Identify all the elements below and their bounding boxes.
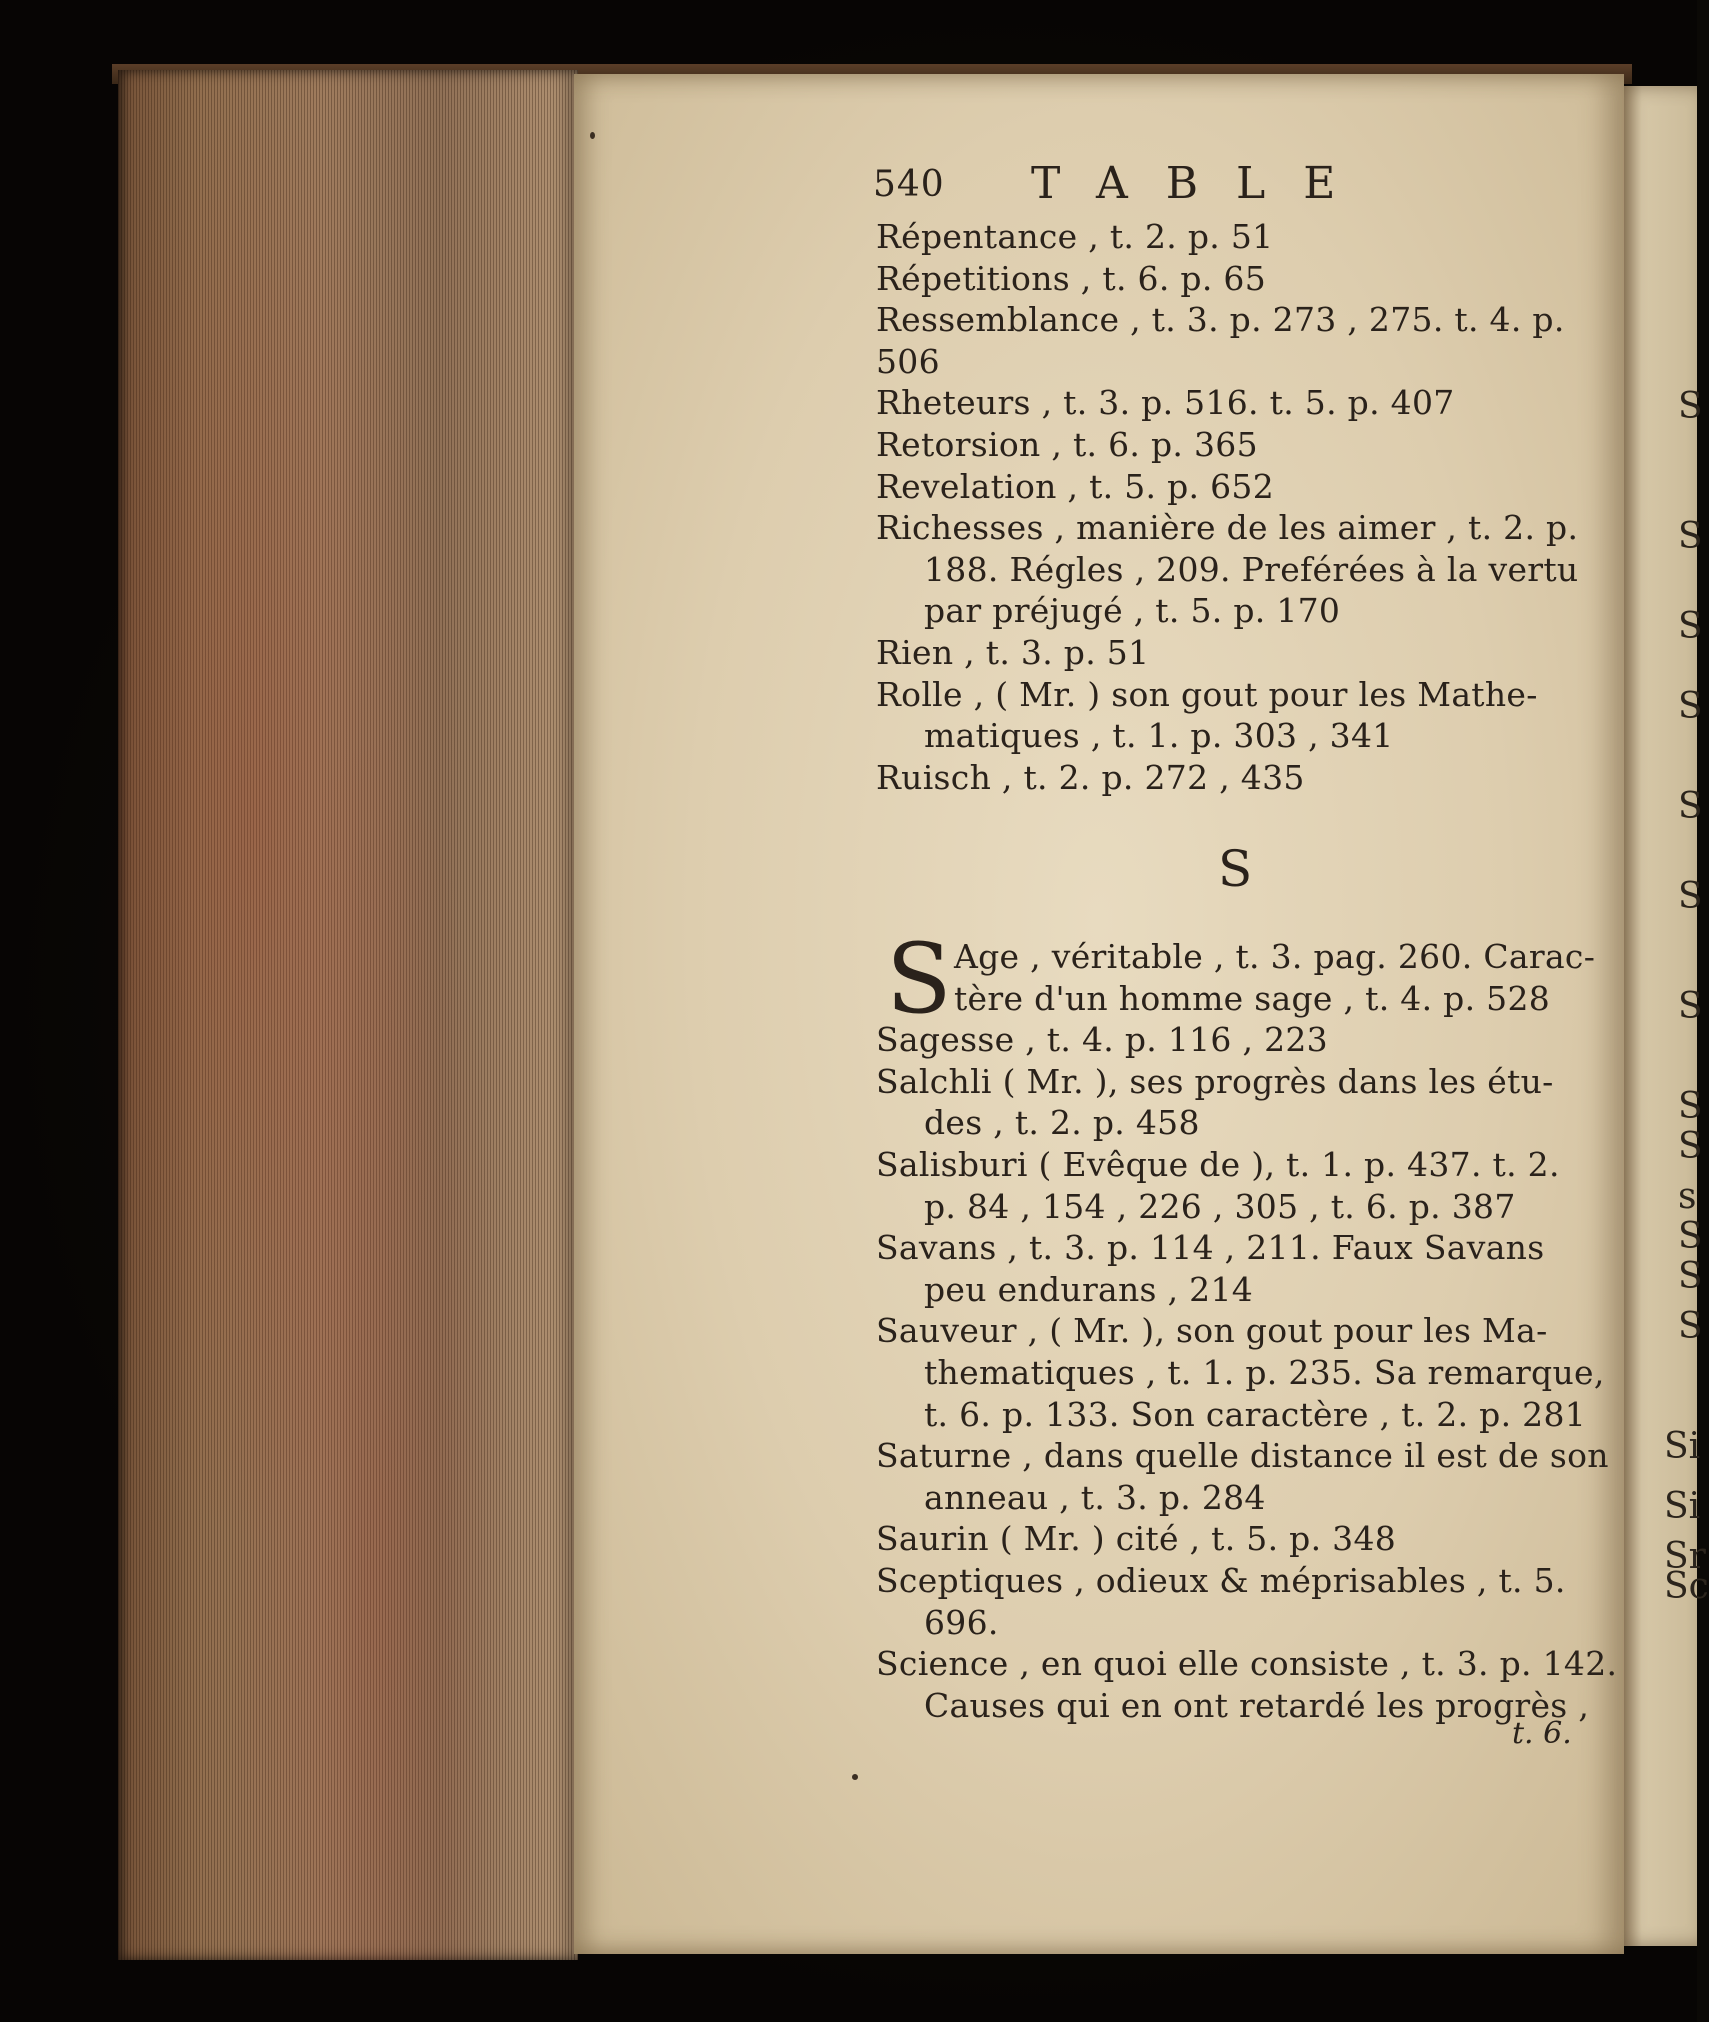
facing-page-letter: S [1678,1216,1703,1257]
ink-speck [852,1774,858,1780]
index-entry-line: Retorsion , t. 6. p. 365 [876,424,1258,464]
index-entries-s [876,923,1618,1726]
index-entry-line: p. 84 , 154 , 226 , 305 , t. 6. p. 387 [924,1186,1516,1226]
index-entry-line: Salchli ( Mr. ), ses progrès dans les étu- [876,1061,1554,1101]
index-entry-line: Causes qui en ont retardé les progrès , [924,1685,1590,1725]
index-entry-line: 506 [876,341,940,381]
index-entry-line: matiques , t. 1. p. 303 , 341 [924,716,1394,756]
index-entry-line: Ressemblance , t. 3. p. 273 , 275. t. 4. p. [876,300,1565,340]
facing-page-letter: S [1678,1256,1703,1297]
running-title: TABLE [1031,158,1374,209]
index-entry-line: Saturne , dans quelle distance il est de son [876,1436,1609,1476]
index-entry-line: Rheteurs , t. 3. p. 516. t. 5. p. 407 [876,383,1455,423]
index-entry-line: Savans , t. 3. p. 114 , 211. Faux Savans [876,1228,1545,1268]
ink-speck [590,132,595,139]
page-number: 540 [873,164,945,205]
index-entry-line: Saurin ( Mr. ) cité , t. 5. p. 348 [876,1519,1397,1559]
index-entry-line: Richesses , manière de les aimer , t. 2. p. [876,508,1579,548]
facing-page-letter: S [1678,876,1703,917]
index-entry-line: Répentance , t. 2. p. 51 [876,217,1274,256]
facing-page-letter: Si [1664,1426,1701,1467]
facing-page-letter: S [1678,786,1703,827]
index-entry-line: thematiques , t. 1. p. 235. Sa remarque, [924,1352,1605,1392]
facing-page-letter: Sr [1664,1536,1706,1577]
drop-capital: S [886,923,952,1035]
index-entry-line: Rolle , ( Mr. ) son gout pour les Mathe- [876,674,1538,714]
facing-page-letter: S [1678,386,1703,427]
index-entry-line: Sauveur , ( Mr. ), son gout pour les Ma- [876,1311,1548,1351]
facing-page-letter: S [1678,1306,1703,1347]
index-entry-line: 188. Régles , 209. Preférées à la vertu [924,549,1579,589]
index-entries-r [876,216,1579,798]
index-entry-line: Rien , t. 3. p. 51 [876,632,1150,672]
facing-page-letter: S [1678,606,1703,647]
section-letter: S [1218,840,1253,898]
index-entry-line: Répetitions , t. 6. p. 65 [876,258,1266,298]
index-entry-line: anneau , t. 3. p. 284 [924,1477,1266,1517]
index-entry-line: des , t. 2. p. 458 [924,1103,1200,1143]
index-entry-line: peu endurans , 214 [924,1269,1254,1309]
index-entry-line: par préjugé , t. 5. p. 170 [924,591,1341,631]
facing-page-letter: S [1678,686,1703,727]
index-entry-line: Age , véritable , t. 3. pag. 260. Carac- [954,937,1596,976]
facing-page-letter: S [1678,1126,1703,1167]
index-entry-line: Revelation , t. 5. p. 652 [876,466,1274,506]
index-entry-line: Sceptiques , odieux & méprisables , t. 5. [876,1560,1566,1600]
facing-page-letter: S [1678,986,1703,1027]
facing-page-letter: Si [1664,1486,1701,1527]
facing-page-letter: S [1678,516,1703,557]
index-entry-line: Sagesse , t. 4. p. 116 , 223 [876,1020,1328,1060]
index-entry-line: Salisburi ( Evêque de ), t. 1. p. 437. t. 2. [876,1144,1560,1184]
index-entry-line: Ruisch , t. 2. p. 272 , 435 [876,757,1305,797]
facing-page-letter: s [1678,1176,1697,1217]
index-entry-line: tère d'un homme sage , t. 4. p. 528 [954,978,1551,1018]
facing-page-letter: Sc [1664,1566,1709,1607]
catchword: t. 6. [1512,1716,1572,1751]
index-entry-line: 696. [924,1602,999,1642]
index-entry-line: Science , en quoi elle consiste , t. 3. p. 142. [876,1644,1618,1684]
facing-page-letter: S [1678,1086,1703,1127]
running-header [873,158,1433,214]
index-entry-line: t. 6. p. 133. Son caractère , t. 2. p. 281 [924,1394,1587,1434]
